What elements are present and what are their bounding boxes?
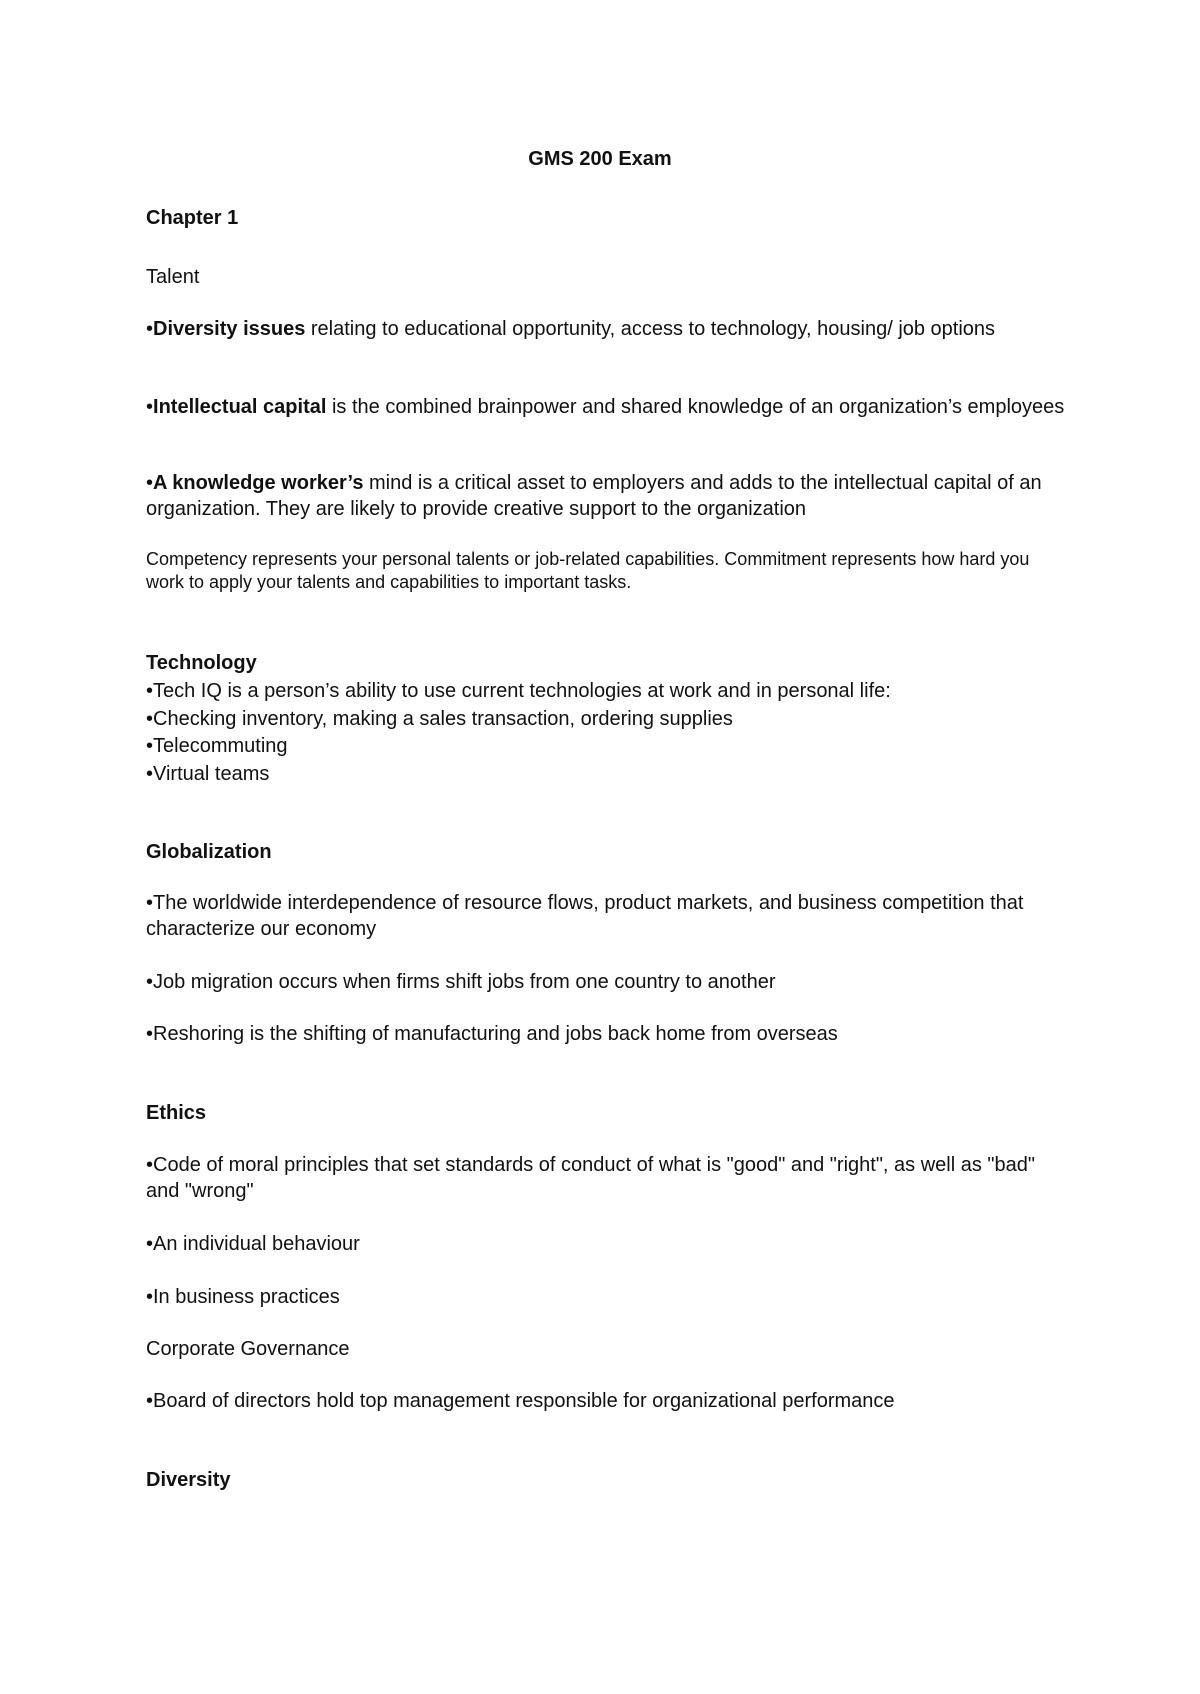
technology-item: •Tech IQ is a person’s ability to use current technologies at work and in personal life: xyxy=(146,680,891,702)
technology-item: •Telecommuting xyxy=(146,735,288,757)
talent-item-diversity-issues xyxy=(146,316,1066,342)
bold-term: Diversity issues xyxy=(153,318,306,340)
globalization-heading: Globalization xyxy=(146,841,272,863)
talent-item-intellectual-capital xyxy=(146,394,1066,420)
ethics-item: •In business practices xyxy=(146,1286,340,1308)
talent-heading: Talent xyxy=(146,266,200,288)
item-text: mind is a critical asset to employers and adds to the intellectual capital of an organization. They are likely to provide creative support to the organization xyxy=(146,472,1042,520)
ethics-item: •An individual behaviour xyxy=(146,1233,360,1255)
technology-heading: Technology xyxy=(146,652,257,674)
item-text: is the combined brainpower and shared knowledge of an organization’s employees xyxy=(326,396,1065,418)
chapter-heading: Chapter 1 xyxy=(146,207,239,229)
talent-item-knowledge-worker xyxy=(146,470,1066,522)
corporate-governance-heading: Corporate Governance xyxy=(146,1338,350,1360)
bold-term: Intellectual capital xyxy=(153,396,327,418)
diversity-heading: Diversity xyxy=(146,1469,231,1491)
ethics-item: •Code of moral principles that set standards of conduct of what is "good" and "right", as well as "bad" and "wrong" xyxy=(146,1154,1035,1202)
ethics-heading: Ethics xyxy=(146,1102,207,1124)
item-text: relating to educational opportunity, access to technology, housing/ job options xyxy=(305,318,996,340)
technology-item: •Virtual teams xyxy=(146,763,270,785)
document-title: GMS 200 Exam xyxy=(528,148,672,170)
globalization-item: •Job migration occurs when firms shift jobs from one country to another xyxy=(146,971,776,993)
competency-paragraph: Competency represents your personal talents or job-related capabilities. Commitment represents how hard you work to apply your talents and capabilities to important tasks. xyxy=(146,549,1030,592)
corporate-governance-item: •Board of directors hold top management responsible for organizational performance xyxy=(146,1390,895,1412)
bullet: • xyxy=(146,318,154,340)
globalization-item: •The worldwide interdependence of resource flows, product markets, and business competition that characterize our economy xyxy=(146,892,1024,940)
bullet: • xyxy=(146,472,154,494)
globalization-item: •Reshoring is the shifting of manufacturing and jobs back home from overseas xyxy=(146,1023,838,1045)
bold-term: A knowledge worker’s xyxy=(153,472,364,494)
technology-item: •Checking inventory, making a sales transaction, ordering supplies xyxy=(146,708,733,730)
bullet: • xyxy=(146,396,154,418)
